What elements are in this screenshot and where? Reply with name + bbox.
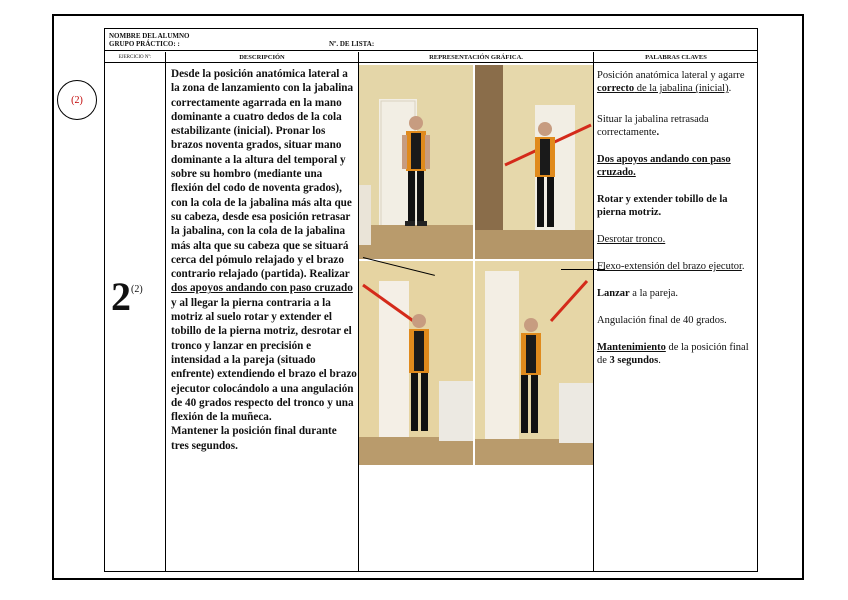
column-divider	[165, 52, 166, 571]
keyword-6: Flexo-extensión del brazo ejecutor.	[597, 261, 745, 272]
sheet-header	[105, 29, 757, 51]
keywords-list	[597, 69, 755, 381]
column-divider	[593, 52, 594, 571]
list-number-label: Nº. DE LISTA:	[329, 40, 375, 48]
exercise-number-sup: (2)	[131, 284, 143, 295]
keyword-4: Rotar y extender tobillo de la pierna motriz.	[597, 194, 728, 218]
col-header-exercise: EJERCICIO Nº:	[105, 52, 165, 63]
description-underlined: dos apoyos andando con paso cruzado	[171, 282, 353, 295]
circle-label: (2)	[71, 94, 83, 106]
keyword-8: Angulación final de 40 grados.	[597, 315, 727, 326]
exercise-sheet-table	[104, 28, 758, 572]
description-part-1: Desde la posición anatómica lateral a la zona de lanzamiento con la jabalina correctamente agarrada en la mano dominante a cuatro dedos de la cola estabilizante (inicial). Pronar los brazos noventa grados, situar mano dominante a la altura del temporal y sobre su hombro (mediante una flexión del codo de noventa grados), con la cola de la jabalina más alta que su cabeza, desde esa posición retrasar la jabalina, con la cola de la jabalina más alta que su cabeza que se situará cerca del pómulo relajado y el brazo contrario relajado (partida). Realizar	[171, 68, 354, 281]
description-part-2: y al llegar la pierna contraria a la motriz al suelo rotar y extender el tobillo de la pierna motriz, desrotar el tronco y lanzar en precisión e intensidad a la pareja (situado enfrente) extendiendo el brazo el brazo ejecutor colocándolo a una angulación de 40 grados respecto del tronco y una flexión de la muñeca.	[171, 296, 357, 424]
exercise-number	[111, 273, 143, 320]
keyword-3: Dos apoyos andando con paso cruzado.	[597, 154, 731, 178]
description-final: Mantener la posición final durante tres segundos.	[171, 425, 337, 452]
student-name-label: NOMBRE DEL ALUMNO	[109, 32, 190, 40]
keyword-2: Situar la jabalina retrasada correctamente.	[597, 114, 709, 138]
photo-initial-position	[359, 65, 473, 259]
keyword-1: Posición anatómica lateral y agarre correcto de la jabalina (inicial).	[597, 70, 745, 94]
description-text	[171, 67, 357, 453]
exercise-circle-marker	[57, 80, 97, 120]
col-header-description: DESCRIPCIÓN	[166, 52, 358, 63]
keyword-7: Lanzar a la pareja.	[597, 288, 679, 299]
exercise-number-value: 2	[111, 274, 131, 319]
col-header-graphic: REPRESENTACIÓN GRÁFICA.	[359, 52, 593, 63]
photo-cross-step	[359, 261, 473, 465]
photo-javelin-back	[475, 65, 593, 259]
keyword-5: Desrotar tronco.	[597, 234, 666, 245]
photo-throw-release	[475, 261, 593, 465]
keyword-9: Mantenimiento de la posición final de 3 segundos.	[597, 342, 749, 366]
col-header-keywords: PALABRAS CLAVES	[594, 52, 758, 63]
group-label: GRUPO PRÁCTICO: :	[109, 40, 180, 48]
